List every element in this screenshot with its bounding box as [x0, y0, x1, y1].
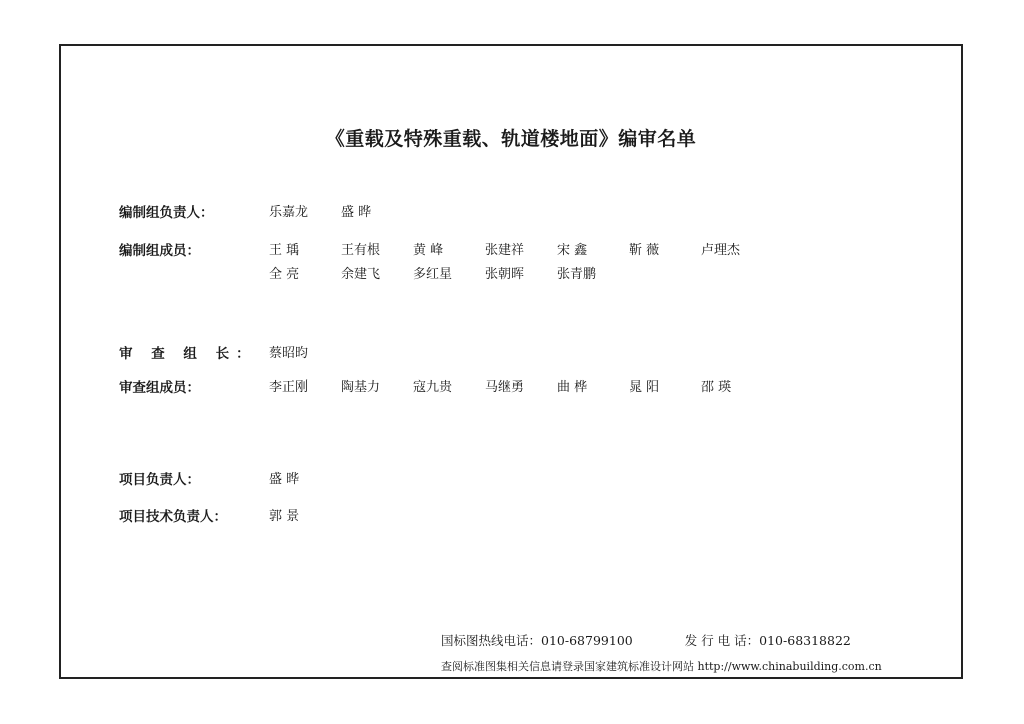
role-label: 编制组成员： — [119, 243, 200, 259]
person-name: 多红星 — [413, 267, 453, 282]
names-list — [269, 379, 773, 403]
person-name: 黄 峰 — [413, 243, 444, 258]
person-name: 张朝晖 — [485, 267, 525, 282]
person-name: 蔡昭昀 — [269, 346, 309, 361]
person-name: 马继勇 — [485, 380, 525, 395]
names-list — [269, 242, 773, 290]
person-name: 余建飞 — [341, 267, 381, 282]
person-name: 晁 阳 — [629, 380, 660, 395]
person-name: 郭 景 — [269, 509, 300, 524]
role-label: 编制组负责人： — [119, 205, 214, 221]
person-name: 卢理杰 — [701, 243, 741, 258]
document-title: 《重载及特殊重载、轨道楼地面》编审名单 — [325, 128, 697, 150]
person-name: 张青鹏 — [557, 267, 597, 282]
person-name: 全 亮 — [269, 267, 300, 282]
website-note: 查阅标准图集相关信息请登录国家建筑标准设计网站 http://www.chinabuilding.com.cn — [441, 660, 882, 673]
names-list — [269, 204, 413, 228]
person-name: 邵 瑛 — [701, 380, 732, 395]
names-list — [269, 508, 341, 532]
person-name: 王 瑀 — [269, 243, 300, 258]
names-list — [269, 471, 341, 495]
person-name: 宋 鑫 — [557, 243, 588, 258]
person-name: 乐嘉龙 — [269, 205, 309, 220]
role-label: 审 查 组 长： — [119, 346, 257, 362]
issue-phone-number: 010-68318822 — [759, 633, 851, 648]
person-name: 寇九贵 — [413, 380, 453, 395]
page-frame — [59, 44, 963, 679]
role-label: 项目负责人： — [119, 472, 200, 488]
names-list — [269, 345, 341, 369]
role-label: 项目技术负责人： — [119, 509, 227, 525]
person-name: 靳 薇 — [629, 243, 660, 258]
issue-phone-label: 发 行 电 话： — [684, 633, 760, 648]
role-label: 审查组成员： — [119, 380, 200, 396]
contact-line — [441, 631, 851, 649]
person-name: 王有根 — [341, 243, 381, 258]
person-name: 曲 桦 — [557, 380, 588, 395]
person-name: 陶基力 — [341, 380, 381, 395]
person-name: 张建祥 — [485, 243, 525, 258]
person-name: 李正刚 — [269, 380, 309, 395]
hotline-number: 010-68799100 — [541, 633, 633, 648]
hotline-label: 国标图热线电话： — [441, 633, 542, 648]
person-name: 盛 晔 — [341, 205, 372, 220]
person-name: 盛 晔 — [269, 472, 300, 487]
